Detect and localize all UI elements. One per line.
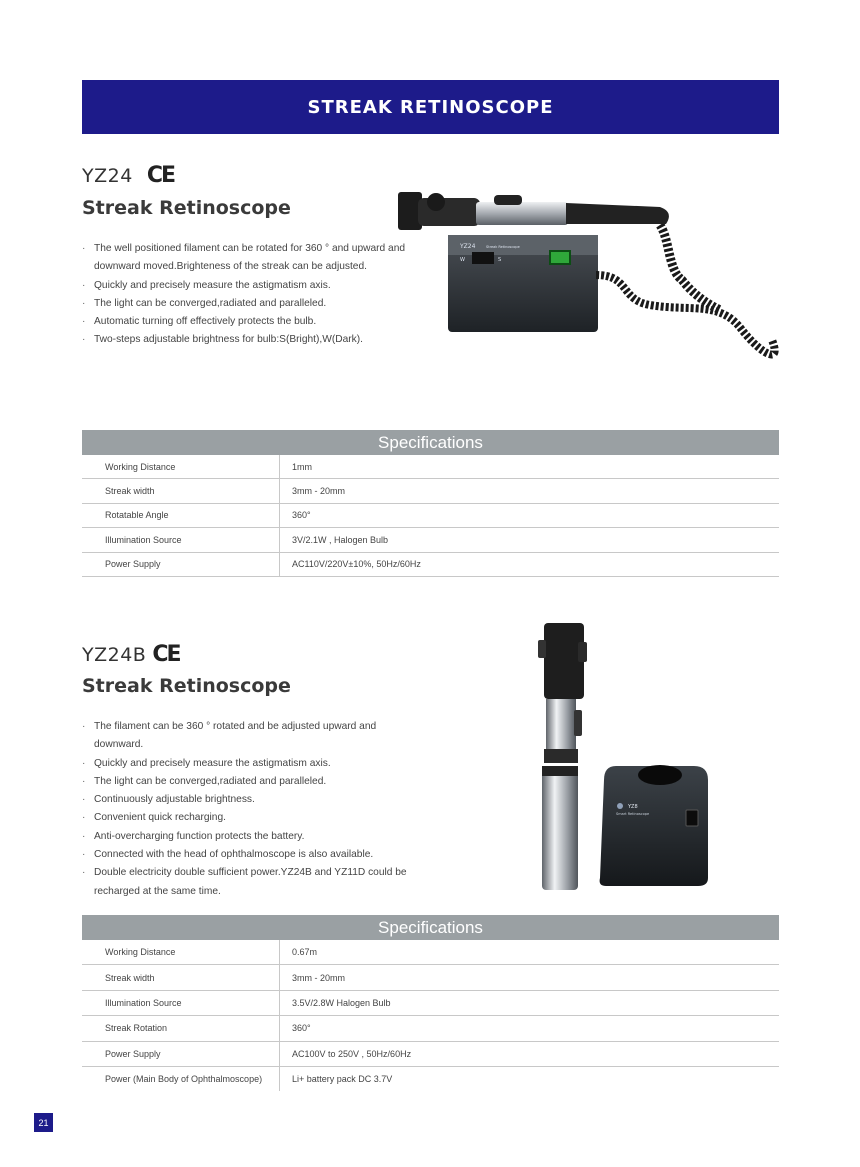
page-title: STREAK RETINOSCOPE <box>307 96 554 118</box>
product2-feature-list <box>82 718 427 901</box>
table-row <box>82 1066 779 1091</box>
spec-value: 360° <box>280 1016 780 1041</box>
spec-key: Illumination Source <box>82 528 280 552</box>
spec-value: 360° <box>280 503 780 527</box>
table-row <box>82 528 779 552</box>
product1-subtitle: Streak Retinoscope <box>82 197 291 219</box>
spec-value: Li+ battery pack DC 3.7V <box>292 1074 393 1085</box>
product1-spec-table <box>82 455 779 577</box>
table-row <box>82 940 779 965</box>
yz24-switch-s: S <box>498 257 502 263</box>
spec-value: 3mm - 20mm <box>280 479 780 503</box>
yz24b-charger-label: YZ8 <box>628 804 638 810</box>
spec-key: Power Supply <box>82 1041 280 1066</box>
table-row <box>82 455 779 479</box>
feature-item: · Automatic turning off effectively protects the bulb. <box>82 313 432 331</box>
product2-specs-header <box>82 915 779 940</box>
feature-item: · Quickly and precisely measure the astigmatism axis. <box>82 755 427 773</box>
feature-item: · Two-steps adjustable brightness for bulb:S(Bright),W(Dark). <box>82 331 432 349</box>
spec-value: AC100V to 250V , 50Hz/60Hz <box>280 1041 780 1066</box>
feature-item: · The light can be converged,radiated and paralleled. <box>82 295 432 313</box>
feature-item: · The well positioned filament can be rotated for 360 ° and upward and downward moved.Brighteness of the streak can be adjusted. <box>82 240 432 277</box>
spec-key: Streak width <box>82 479 280 503</box>
feature-item: · Quickly and precisely measure the astigmatism axis. <box>82 277 432 295</box>
ce-mark: CE <box>152 642 180 667</box>
product2-subtitle: Streak Retinoscope <box>82 675 291 697</box>
spec-value: 1mm <box>280 455 780 479</box>
spec-value: AC110V/220V±10%, 50Hz/60Hz <box>280 552 780 576</box>
table-row <box>82 503 779 527</box>
feature-item: · The light can be converged,radiated and paralleled. <box>82 773 427 791</box>
feature-item: · Convenient quick recharging. <box>82 809 427 827</box>
spec-key: Power Supply <box>82 552 280 576</box>
table-row <box>82 990 779 1015</box>
feature-item: · Continuously adjustable brightness. <box>82 791 427 809</box>
page-number: 21 <box>34 1113 53 1132</box>
table-row <box>82 552 779 576</box>
feature-item: · The filament can be 360 ° rotated and be adjusted upward and downward. <box>82 718 427 755</box>
yz24-box-label: YZ24 <box>460 243 476 250</box>
yz24-switch-w: W <box>460 257 465 263</box>
product1-specs-header <box>82 430 779 455</box>
yz24-box-sublabel: Streak Retinoscope <box>486 245 520 249</box>
spec-key: Rotatable Angle <box>82 503 280 527</box>
spec-value: 3mm - 20mm <box>280 965 780 990</box>
spec-key: Streak width <box>82 965 280 990</box>
spec-value: 3.5V/2.8W Halogen Bulb <box>280 990 780 1015</box>
yz24-product-image <box>390 180 782 375</box>
feature-item: · Anti-overcharging function protects the battery. <box>82 828 427 846</box>
product1-model <box>82 163 174 188</box>
table-row <box>82 1016 779 1041</box>
page-title-banner <box>82 80 779 134</box>
specs-title: Specifications <box>378 917 483 937</box>
yz24b-charger-sublabel: Smart Retinoscope <box>616 812 650 816</box>
feature-item: · Connected with the head of ophthalmoscope is also available. <box>82 846 427 864</box>
ce-mark: CE <box>146 163 174 188</box>
spec-value: 3V/2.1W , Halogen Bulb <box>280 528 780 552</box>
product2-spec-table <box>82 940 779 1091</box>
spec-key: Working Distance <box>82 940 280 965</box>
spec-key: Streak Rotation <box>82 1016 280 1041</box>
product1-model-name: YZ24 <box>82 164 133 187</box>
product1-feature-list <box>82 240 432 350</box>
table-row <box>82 479 779 503</box>
product2-model <box>82 642 180 667</box>
table-row <box>82 1041 779 1066</box>
yz24b-product-image <box>530 620 720 892</box>
spec-value: 0.67m <box>280 940 780 965</box>
spec-key: Illumination Source <box>82 990 280 1015</box>
feature-item: · Double electricity double sufficient power.YZ24B and YZ11D could be recharged at the same time. <box>82 864 427 901</box>
product2-model-name: YZ24B <box>82 643 147 666</box>
specs-title: Specifications <box>378 432 483 452</box>
spec-key: Working Distance <box>82 455 280 479</box>
spec-key: Power (Main Body of Ophthalmoscope) <box>82 1066 280 1091</box>
table-row <box>82 965 779 990</box>
